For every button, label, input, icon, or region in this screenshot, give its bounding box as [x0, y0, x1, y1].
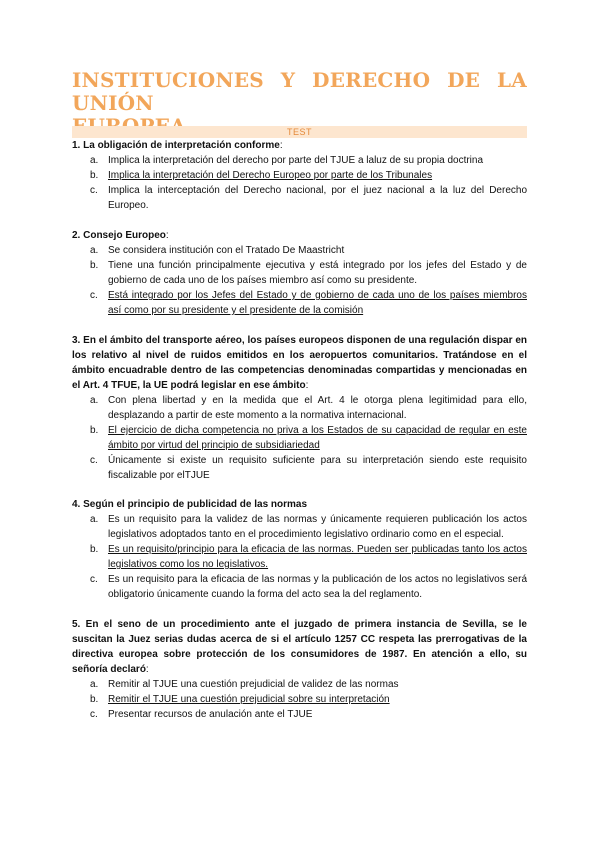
question-title: 3. En el ámbito del transporte aéreo, los países europeos disponen de una regulación dispar en los relativo al nivel de ruidos emitidos en los aeropuertos comunitarios. Tratándose en el ámbito encuadrable dentro de las competencias denominadas compartidas y mencionadas en el Art. 4 TFUE, la UE podrá legislar en ese ámbito: [72, 335, 527, 391]
option-b-correct: b. Remitir el TJUE una cuestión prejudicial sobre su interpretación [90, 694, 390, 705]
option-c: c. Implica la interceptación del Derecho nacional, por el juez nacional a la luz del Derecho Europeo. [90, 185, 527, 211]
options-list [72, 512, 527, 602]
options-list [72, 677, 527, 722]
option-b-correct: b. Es un requisito/principio para la eficacia de las normas. Pueden ser publicadas tanto los actos legislativos como los no legislativos. [90, 544, 527, 570]
question-2 [72, 228, 527, 318]
title-line-1: INSTITUCIONES Y DERECHO DE LA UNIÓN [72, 68, 527, 115]
option-a: a. Es un requisito para la validez de las normas y únicamente requieren publicación los actos legislativos adoptados tanto en el procedimiento legislativo ordinario como en el especial. [90, 514, 527, 540]
option-a: a. Implica la interpretación del derecho por parte del TJUE a laluz de su propia doctrina [90, 155, 484, 166]
question-title: 4. Según el principio de publicidad de las normas [72, 499, 308, 510]
question-1 [72, 138, 527, 213]
option-b-correct: b. Implica la interpretación del Derecho Europeo por parte de los Tribunales [90, 170, 433, 181]
option-c: c. Presentar recursos de anulación ante el TJUE [90, 709, 313, 720]
option-b-correct: b. El ejercicio de dicha competencia no priva a los Estados de su capacidad de regular en este ámbito por virtud del principio de subsidiariedad [90, 425, 527, 451]
question-title: 5. En el seno de un procedimiento ante el juzgado de primera instancia de Sevilla, se le suscitan la Juez serias dudas acerca de si el artículo 1257 CC respeta las prerrogativas de la directiva europea sobre protección de los consumidores de 1987. En atención a ello, su señoría declaró: [72, 619, 527, 675]
options-list [72, 243, 527, 318]
option-c-correct: c. Está integrado por los Jefes del Estado y de gobierno de cada uno de los países miembros así como por su presidente y el presidente de la comisión [90, 290, 527, 316]
question-5 [72, 617, 527, 722]
question-title: 1. La obligación de interpretación conforme: [72, 140, 283, 151]
option-a: a. Remitir al TJUE una cuestión prejudicial de validez de las normas [90, 679, 399, 690]
option-a: a. Se considera institución con el Tratado De Maastricht [90, 245, 345, 256]
question-title: 2. Consejo Europeo: [72, 230, 169, 241]
options-list [72, 393, 527, 483]
section-label-test: TEST [72, 126, 527, 138]
option-c: c. Únicamente si existe un requisito suficiente para su interpretación siendo este requisito fiscalizable por elTJUE [90, 455, 527, 481]
option-a: a. Con plena libertad y en la medida que el Art. 4 le otorga plena legitimidad para ello, desplazando a partir de este momento a la normativa internacional. [90, 395, 527, 421]
options-list [72, 153, 527, 213]
question-3 [72, 333, 527, 483]
option-b: b. Tiene una función principalmente ejecutiva y está integrado por los jefes del Estado y de gobierno de cada uno de los países miembro así como su presidente. [90, 260, 527, 286]
question-4 [72, 497, 527, 602]
option-c: c. Es un requisito para la eficacia de las normas y la publicación de los actos no legislativos será obligatorio únicamente cuando la forma del acto sea la del reglamento. [90, 574, 527, 600]
questions-list [72, 138, 527, 722]
